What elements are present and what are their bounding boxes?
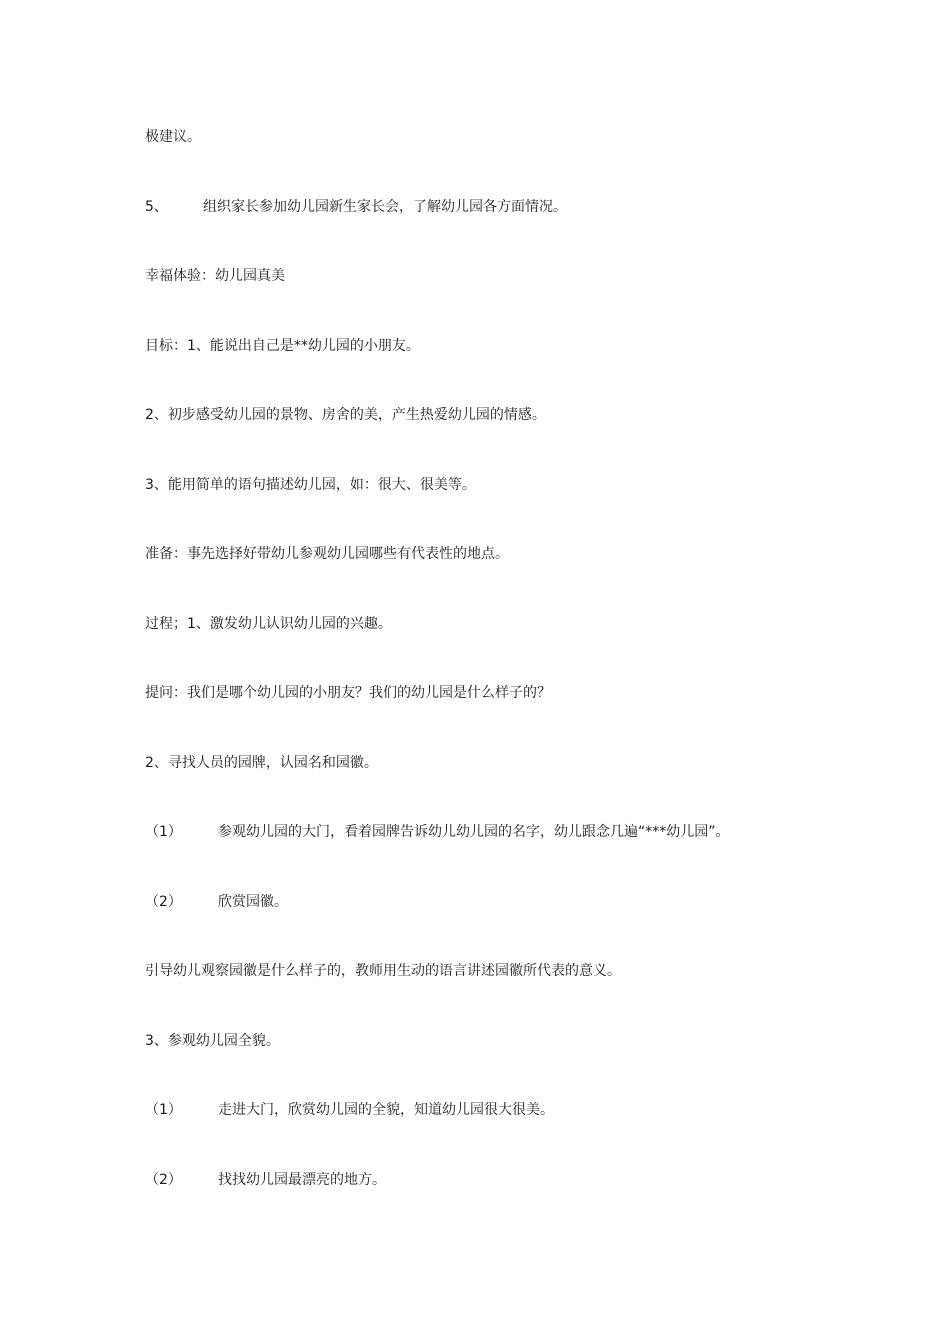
paragraph-line xyxy=(145,128,201,146)
item-number: （1） xyxy=(145,1102,182,1118)
line-text: 过程；1、激发幼儿认识幼儿园的兴趣。 xyxy=(145,616,392,632)
line-text: 2、寻找人员的园牌，认园名和园徽。 xyxy=(145,755,378,771)
paragraph-line xyxy=(145,476,476,494)
item-text: 参观幼儿园的大门，看着园牌告诉幼儿幼儿园的名字，幼儿跟念几遍“***幼儿园”。 xyxy=(218,824,730,840)
section-heading xyxy=(145,267,285,285)
item-text: 找找幼儿园最漂亮的地方。 xyxy=(218,1172,386,1188)
numbered-item xyxy=(145,823,730,841)
paragraph-line xyxy=(145,545,509,563)
heading-text: 幸福体验：幼儿园真美 xyxy=(145,268,285,284)
line-text: 3、参观幼儿园全貌。 xyxy=(145,1033,280,1049)
item-number: （2） xyxy=(145,894,182,910)
item-text: 走进大门，欣赏幼儿园的全貌，知道幼儿园很大很美。 xyxy=(218,1102,554,1118)
line-text: 极建议。 xyxy=(145,129,201,145)
paragraph-line xyxy=(145,962,621,980)
numbered-item xyxy=(145,893,288,911)
paragraph-line xyxy=(145,615,392,633)
item-text: 欣赏园徽。 xyxy=(218,894,288,910)
numbered-item xyxy=(145,1171,386,1189)
paragraph-line xyxy=(145,406,546,424)
numbered-item xyxy=(145,1101,554,1119)
paragraph-line xyxy=(145,684,551,702)
item-number: （1） xyxy=(145,824,182,840)
line-text: 2、初步感受幼儿园的景物、房舍的美，产生热爱幼儿园的情感。 xyxy=(145,407,546,423)
line-text: 提问：我们是哪个幼儿园的小朋友？我们的幼儿园是什么样子的？ xyxy=(145,685,551,701)
line-text: 引导幼儿观察园徽是什么样子的，教师用生动的语言讲述园徽所代表的意义。 xyxy=(145,963,621,979)
numbered-item xyxy=(145,198,567,216)
line-text: 3、能用简单的语句描述幼儿园，如：很大、很美等。 xyxy=(145,477,476,493)
item-number: （2） xyxy=(145,1172,182,1188)
paragraph-line xyxy=(145,337,420,355)
paragraph-line xyxy=(145,1032,280,1050)
item-number: 5、 xyxy=(145,199,168,215)
line-text: 准备：事先选择好带幼儿参观幼儿园哪些有代表性的地点。 xyxy=(145,546,509,562)
paragraph-line xyxy=(145,754,378,772)
item-text: 组织家长参加幼儿园新生家长会，了解幼儿园各方面情况。 xyxy=(203,199,567,215)
line-text: 目标：1、能说出自己是**幼儿园的小朋友。 xyxy=(145,338,420,354)
